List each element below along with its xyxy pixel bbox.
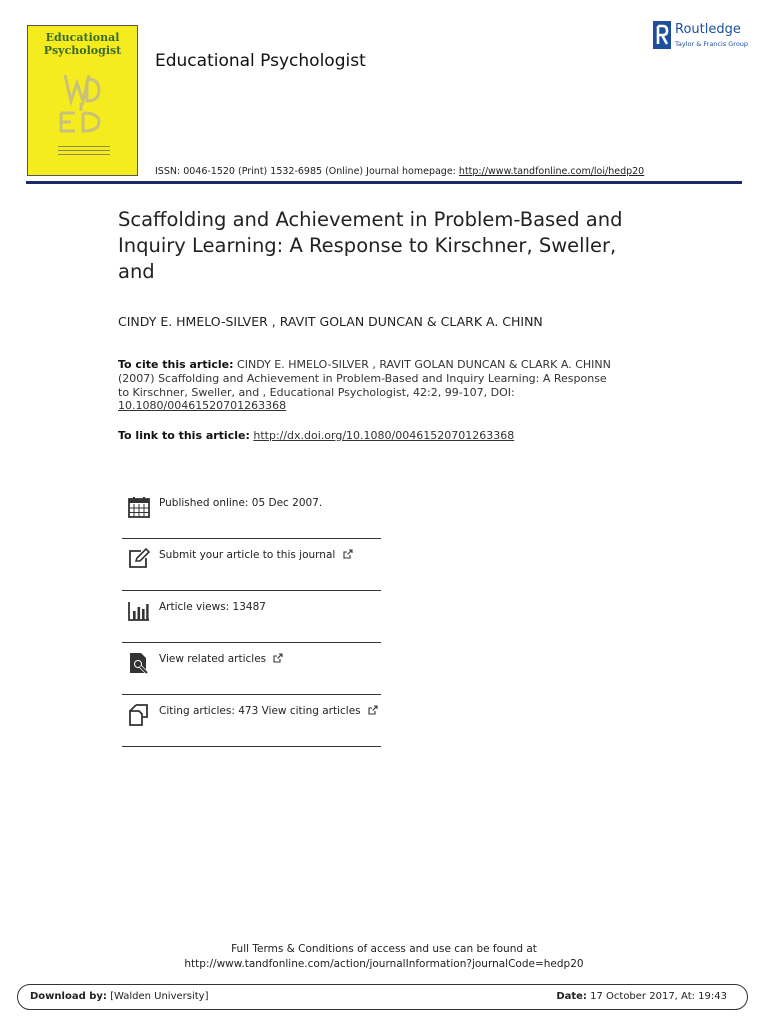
publisher-logo xyxy=(653,21,749,53)
cover-title: Educational Psychologist xyxy=(43,31,122,57)
download-value: [Walden University] xyxy=(110,991,209,1002)
publisher-name: Routledge xyxy=(675,22,741,37)
citation-label: To cite this article: xyxy=(118,358,234,371)
journal-homepage-link[interactable]: http://www.tandfonline.com/loi/hedp20 xyxy=(458,166,645,177)
citation-text: CINDY E. HMELO-SILVER , RAVIT GOLAN DUNCAN & CLARK A. CHINN (2007) Scaffolding and Achievement in Problem-Based and Inquiry Learning: A Response to Kirschner, Sweller, and , Educational Psychologist, 42:2, 99-107, DOI: xyxy=(118,358,611,399)
article-authors: CINDY E. HMELO-SILVER , RAVIT GOLAN DUNCAN & CLARK A. CHINN xyxy=(118,314,543,329)
external-link-icon xyxy=(368,705,378,715)
article-info-list xyxy=(122,487,381,747)
external-link-icon xyxy=(343,549,353,559)
related-articles-item[interactable] xyxy=(122,643,381,695)
citing-articles-item[interactable] xyxy=(122,695,381,747)
article-title: Scaffolding and Achievement in Problem-Based and Inquiry Learning: A Response to Kirschner, Sweller, and xyxy=(118,208,623,283)
article-views-item xyxy=(122,591,381,643)
terms-notice xyxy=(0,942,768,972)
external-link-icon xyxy=(273,653,283,663)
edit-icon xyxy=(127,547,151,571)
journal-name: Educational Psychologist xyxy=(155,51,366,71)
submit-article-item[interactable] xyxy=(122,539,381,591)
terms-line: Full Terms & Conditions of access and use can be found at xyxy=(231,943,537,955)
cover-text-lines xyxy=(58,146,110,158)
citation-doi-link[interactable]: 10.1080/00461520701263368 xyxy=(118,399,287,413)
published-online-text: Published online: 05 Dec 2007. xyxy=(159,497,323,509)
citing-articles-text: Citing articles: 473 View citing articles xyxy=(159,705,361,717)
terms-url[interactable]: http://www.tandfonline.com/action/journalInformation?journalCode=hedp20 xyxy=(184,958,584,970)
citation-block xyxy=(118,358,618,413)
link-label: To link to this article: xyxy=(118,429,250,442)
related-articles-text: View related articles xyxy=(159,653,267,665)
submit-article-text: Submit your article to this journal xyxy=(159,549,336,561)
issn-line: ISSN: 0046-1520 (Print) 1532-6985 (Online) Journal homepage: http://www.tandfonline.com/loi/hedp20 xyxy=(155,166,645,177)
date-label: Date: xyxy=(556,991,587,1002)
download-label: Download by: xyxy=(30,991,107,1002)
calendar-icon xyxy=(127,495,151,519)
published-online-item xyxy=(122,487,381,539)
citing-icon xyxy=(127,703,151,727)
article-views-text: Article views: 13487 xyxy=(159,601,266,613)
date-value: 17 October 2017, At: 19:43 xyxy=(590,991,727,1002)
article-doi-link[interactable]: http://dx.doi.org/10.1080/00461520701263368 xyxy=(253,429,515,442)
header-rule xyxy=(26,181,742,184)
article-link-row xyxy=(118,429,514,442)
cover-emblem-icon xyxy=(53,69,113,139)
journal-cover xyxy=(27,25,138,176)
publisher-group: Taylor & Francis Group xyxy=(675,40,749,48)
download-footer xyxy=(17,984,748,1010)
routledge-logo-icon xyxy=(653,21,671,49)
search-document-icon xyxy=(127,651,151,675)
bar-chart-icon xyxy=(127,599,151,623)
